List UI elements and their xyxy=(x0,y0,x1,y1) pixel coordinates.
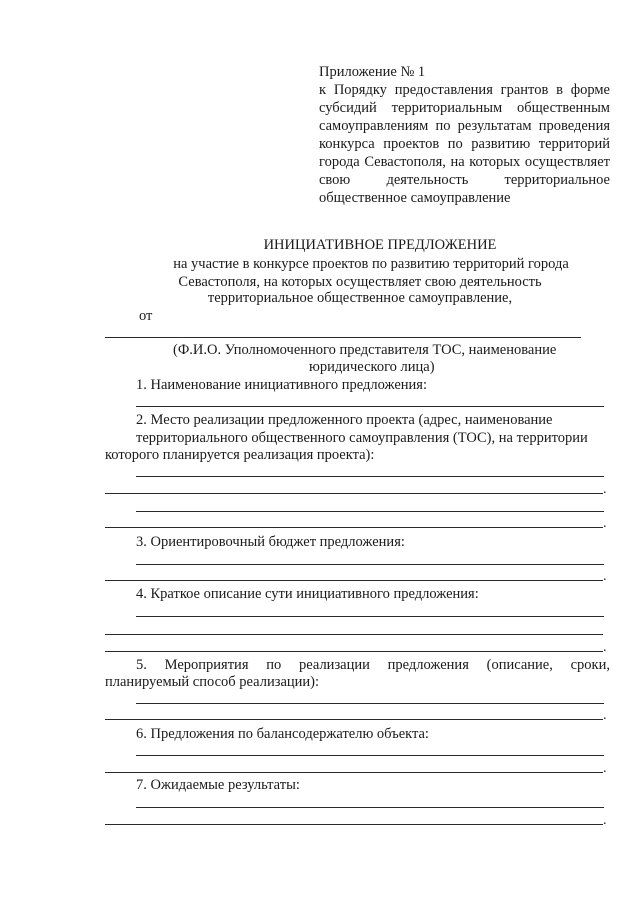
section-3-label: 3. Ориентировочный бюджет предложения: xyxy=(136,534,405,550)
section-2-line-3: которого планируется реализация проекта): xyxy=(105,447,375,463)
caption-line-2: юридического лица) xyxy=(309,359,435,375)
section-5-line-1: 5. Мероприятия по реализации предложения (описание, сроки, xyxy=(136,657,610,673)
caption-line-1: (Ф.И.О. Уполномоченного представителя ТОС, наименование xyxy=(173,342,557,358)
section-7-line-a xyxy=(136,807,604,808)
document-title: ИНИЦИАТИВНОЕ ПРЕДЛОЖЕНИЕ xyxy=(263,237,497,253)
section-4-line-c xyxy=(105,651,603,652)
section-2-line-a xyxy=(136,476,604,477)
appendix-text: к Порядку предоставления грантов в форме субсидий территориальным общественным самоуправлениям по результатам проведения конкурса проектов по развитию территорий города Севастополя, на которых осуществляет свою деятельность территориальное общественное самоуправление xyxy=(319,82,610,206)
from-label: от xyxy=(139,308,153,324)
heading-line-1: на участие в конкурсе проектов по развитию территорий города xyxy=(173,256,569,272)
section-1-line xyxy=(136,406,604,407)
representative-line xyxy=(105,337,581,338)
section-4-label: 4. Краткое описание сути инициативного предложения: xyxy=(136,586,479,602)
section-4-line-b xyxy=(105,634,603,635)
section-6-label: 6. Предложения по балансодержателю объекта: xyxy=(136,726,429,742)
section-2-line-b xyxy=(105,493,603,494)
section-4-period: . xyxy=(603,640,607,655)
section-2-period-2: . xyxy=(603,516,607,531)
appendix-block xyxy=(319,63,610,207)
section-2-line-1: 2. Место реализации предложенного проекта (адрес, наименование xyxy=(136,412,553,428)
section-6-line-b xyxy=(105,772,603,773)
section-6-period: . xyxy=(603,761,607,776)
section-5-period: . xyxy=(603,708,607,723)
section-3-period: . xyxy=(603,569,607,584)
section-4-line-a xyxy=(136,616,604,617)
section-5-line-a xyxy=(136,703,604,704)
section-6-line-a xyxy=(136,755,604,756)
section-7-line-b xyxy=(105,824,603,825)
section-1-label: 1. Наименование инициативного предложения: xyxy=(136,377,427,393)
section-3-line-b xyxy=(105,580,603,581)
heading-line-3: территориальное общественное самоуправление, xyxy=(207,290,513,306)
heading-line-2: Севастополя, на которых осуществляет свою деятельность xyxy=(178,274,542,290)
section-2-line-d xyxy=(105,527,603,528)
section-2-period: . xyxy=(603,482,607,497)
section-2-line-2: территориального общественного самоуправления (ТОС), на территории xyxy=(136,430,588,446)
appendix-title: Приложение № 1 xyxy=(319,64,426,80)
section-2-line-c xyxy=(136,511,604,512)
section-7-label: 7. Ожидаемые результаты: xyxy=(136,777,300,793)
section-5-line-2: планируемый способ реализации): xyxy=(105,674,320,690)
section-7-period: . xyxy=(603,813,607,828)
section-5-line-b xyxy=(105,719,603,720)
section-3-line-a xyxy=(136,564,604,565)
